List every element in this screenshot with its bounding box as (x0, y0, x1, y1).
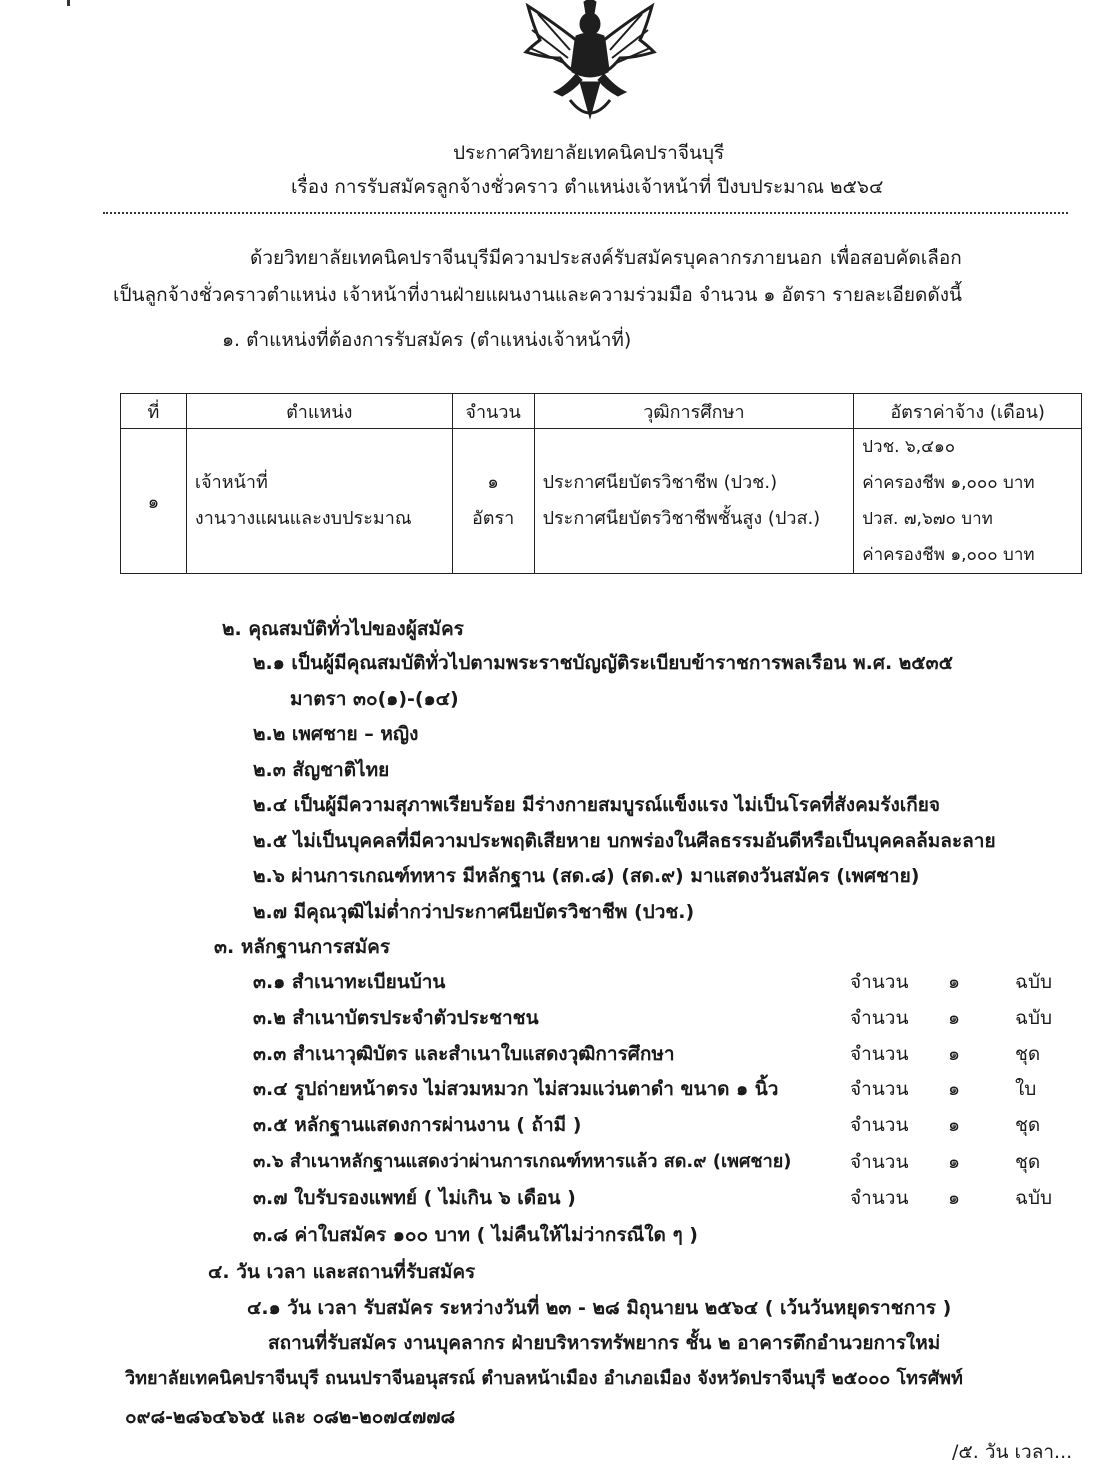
intro-line-2: เป็นลูกจ้างชั่วคราวตำแหน่ง เจ้าหน้าที่งานฝ่ายแผนงานและความร่วมมือ จำนวน ๑ อัตรา รายละเอียดดังนี้ (113, 284, 962, 306)
qualification-item: มาตรา ๓๐(๑)-(๑๔) (290, 688, 459, 710)
application-place-line-1: สถานที่รับสมัคร งานบุคลากร ฝ่ายบริหารทรัพยากร ชั้น ๒ อาคารตึกอำนวยการใหม่ (268, 1332, 941, 1354)
document-qty: ๑ (948, 1114, 961, 1136)
count-line-1: ๑ (487, 472, 499, 493)
qualification-item: ๒.๖ ผ่านการเกณฑ์ทหาร มีหลักฐาน (สด.๘) (สด.๙) มาแสดงวันสมัคร (เพศชาย) (253, 865, 920, 887)
announcement-title: ประกาศวิทยาลัยเทคนิคปราจีนบุรี (453, 142, 725, 164)
section-4-heading: ๔. วัน เวลา และสถานที่รับสมัคร (208, 1261, 476, 1283)
document-unit: ชุด (1015, 1114, 1041, 1136)
positions-table (120, 393, 1082, 574)
document-qty: ๑ (948, 1151, 961, 1173)
col-header-no: ที่ (121, 394, 187, 429)
col-header-position: ตำแหน่ง (186, 394, 452, 429)
contact-phones: ๐๙๘-๒๘๖๔๖๖๕ และ ๐๘๒-๒๐๗๔๗๗๘ (125, 1406, 456, 1428)
document-item: ๓.๒ สำเนาบัตรประจำตัวประชาชน (253, 1007, 539, 1029)
col-header-wage: อัตราค่าจ้าง (เดือน) (854, 394, 1082, 429)
document-count-label: จำนวน (850, 1187, 909, 1209)
document-qty: ๑ (948, 1007, 961, 1029)
document-unit: ฉบับ (1015, 1007, 1053, 1029)
table-row (121, 429, 1082, 574)
document-unit: ฉบับ (1015, 1187, 1053, 1209)
section-3-heading: ๓. หลักฐานการสมัคร (214, 936, 391, 958)
document-count-label: จำนวน (850, 1151, 909, 1173)
dotted-divider (103, 212, 1068, 214)
qualification-item: ๒.๓ สัญชาติไทย (253, 759, 390, 781)
qualification-item: ๒.๒ เพศชาย – หญิง (253, 723, 419, 745)
qualification-item: ๒.๔ เป็นผู้มีความสุภาพเรียบร้อย มีร่างกายสมบูรณ์แข็งแรง ไม่เป็นโรคที่สังคมรังเกียจ (253, 794, 941, 816)
qualification-item: ๒.๗ มีคุณวุฒิไม่ต่ำกว่าประกาศนียบัตรวิชาชีพ (ปวช.) (253, 901, 695, 923)
scan-mark (67, 0, 70, 6)
wage-line-2: ค่าครองชีพ ๑,๐๐๐ บาท (862, 473, 1035, 493)
application-place-line-2: วิทยาลัยเทคนิคปราจีนบุรี ถนนปราจีนอนุสรณ์ ตำบลหน้าเมือง อำเภอเมือง จังหวัดปราจีนบุรี ๒๕๐๐๐ โทรศัพท์ (125, 1368, 963, 1389)
document-item: ๓.๔ รูปถ่ายหน้าตรง ไม่สวมหมวก ไม่สวมแว่นตาดำ ขนาด ๑ นิ้ว (253, 1078, 779, 1100)
garuda-emblem-icon (520, 0, 660, 125)
document-item: ๓.๓ สำเนาวุฒิบัตร และสำเนาใบแสดงวุฒิการศึกษา (253, 1043, 675, 1065)
qualification-item: ๒.๑ เป็นผู้มีคุณสมบัติทั่วไปตามพระราชบัญญัติระเบียบข้าราชการพลเรือน พ.ศ. ๒๕๓๕ (253, 652, 954, 674)
wage-line-4: ค่าครองชีพ ๑,๐๐๐ บาท (862, 545, 1035, 565)
document-count-label: จำนวน (850, 1043, 909, 1065)
section-2-heading: ๒. คุณสมบัติทั่วไปของผู้สมัคร (222, 618, 464, 640)
cell-count (452, 429, 534, 574)
section-1-heading: ๑. ตำแหน่งที่ต้องการรับสมัคร (ตำแหน่งเจ้าหน้าที่) (222, 329, 632, 351)
intro-line-1: ด้วยวิทยาลัยเทคนิคปราจีนบุรีมีความประสงค์รับสมัครบุคลากรภายนอก เพื่อสอบคัดเลือก (250, 247, 962, 269)
cell-no: ๑ (121, 429, 187, 574)
table-header-row (121, 394, 1082, 429)
education-line-1: ประกาศนียบัตรวิชาชีพ (ปวช.) (542, 472, 778, 493)
document-count-label: จำนวน (850, 1114, 909, 1136)
cell-position (186, 429, 452, 574)
cell-education (534, 429, 854, 574)
count-line-2: อัตรา (471, 508, 515, 529)
cell-wage (854, 429, 1082, 574)
col-header-count: จำนวน (452, 394, 534, 429)
document-count-label: จำนวน (850, 1007, 909, 1029)
position-line-1: เจ้าหน้าที่ (194, 472, 268, 493)
announcement-subject: เรื่อง การรับสมัครลูกจ้างชั่วคราว ตำแหน่งเจ้าหน้าที่ ปีงบประมาณ ๒๕๖๔ (291, 176, 884, 198)
document-item: ๓.๗ ใบรับรองแพทย์ ( ไม่เกิน ๖ เดือน ) (253, 1187, 576, 1209)
document-item: ๓.๖ สำเนาหลักฐานแสดงว่าผ่านการเกณฑ์ทหารแล้ว สด.๙ (เพศชาย) (253, 1151, 792, 1172)
document-qty: ๑ (948, 1043, 961, 1065)
document-unit: ฉบับ (1015, 971, 1053, 993)
document-unit: ชุด (1015, 1043, 1041, 1065)
document-qty: ๑ (948, 971, 961, 993)
document-item: ๓.๕ หลักฐานแสดงการผ่านงาน ( ถ้ามี ) (253, 1114, 582, 1136)
document-qty: ๑ (948, 1078, 961, 1100)
wage-line-1: ปวช. ๖,๔๑๐ (862, 437, 956, 457)
document-item: ๓.๑ สำเนาทะเบียนบ้าน (253, 971, 446, 993)
document-unit: ใบ (1015, 1078, 1037, 1100)
document-count-label: จำนวน (850, 971, 909, 993)
position-line-2: งานวางแผนและงบประมาณ (194, 508, 412, 529)
col-header-education: วุฒิการศึกษา (534, 394, 854, 429)
document-count-label: จำนวน (850, 1078, 909, 1100)
wage-line-3: ปวส. ๗,๖๗๐ บาท (862, 509, 993, 529)
document-unit: ชุด (1015, 1151, 1041, 1173)
education-line-2: ประกาศนียบัตรวิชาชีพชั้นสูง (ปวส.) (542, 508, 821, 529)
application-period: ๔.๑ วัน เวลา รับสมัคร ระหว่างวันที่ ๒๓ - ๒๘ มิถุนายน ๒๕๖๔ ( เว้นวันหยุดราชการ ) (247, 1297, 952, 1319)
continued-marker: /๕. วัน เวลา... (952, 1441, 1073, 1463)
application-fee: ๓.๘ ค่าใบสมัคร ๑๐๐ บาท ( ไม่คืนให้ไม่ว่ากรณีใด ๆ ) (253, 1224, 698, 1246)
qualification-item: ๒.๕ ไม่เป็นบุคคลที่มีความประพฤติเสียหาย บกพร่องในศีลธรรมอันดีหรือเป็นบุคคลล้มละลาย (253, 830, 996, 852)
document-qty: ๑ (948, 1187, 961, 1209)
